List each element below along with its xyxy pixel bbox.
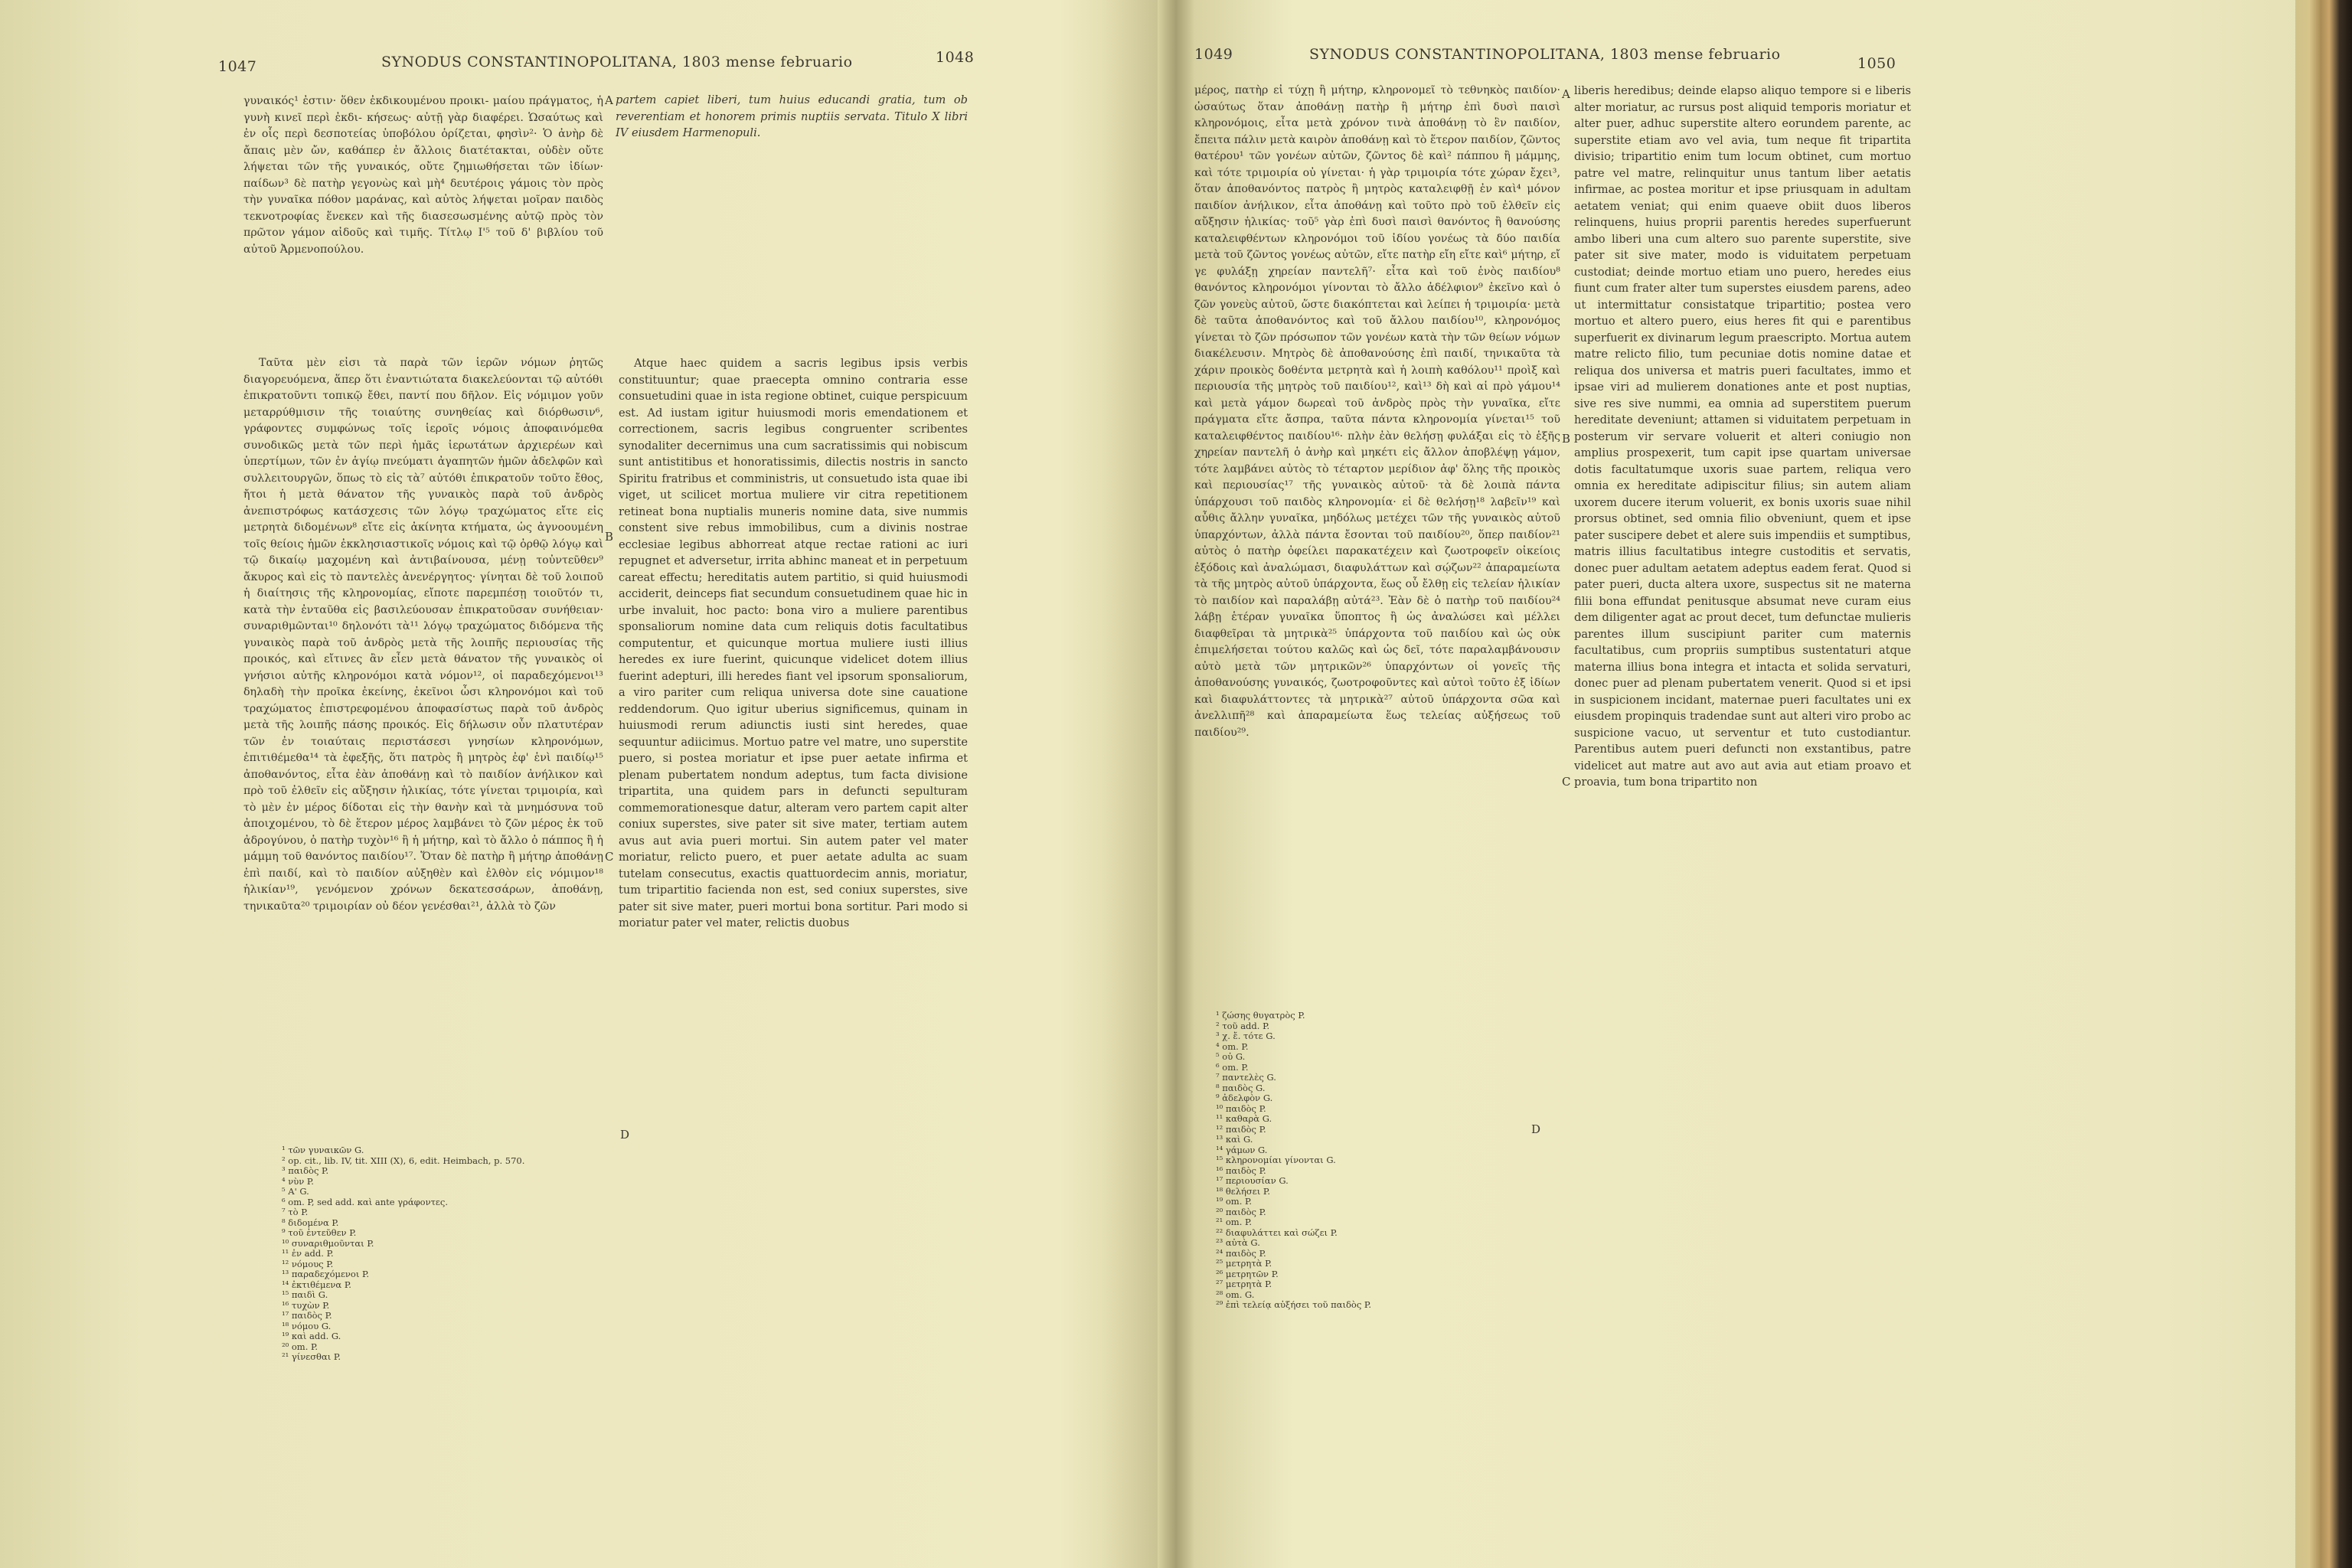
footnote: ²⁸ om. G. (1216, 1289, 1255, 1300)
footnote: ¹ ζώσης θυγατρὸς P. (1216, 1010, 1305, 1021)
margin-letter-b: B (605, 530, 614, 544)
footnote: ¹⁸ θελήσει P. (1216, 1185, 1270, 1197)
left-page (0, 0, 1158, 1568)
footnote: ¹⁷ παιδὸς P. (282, 1310, 332, 1321)
footnote: ⁴ om. P. (1216, 1040, 1249, 1052)
footnote: ¹⁵ κληρονομίαι γίνονται G. (1216, 1155, 1336, 1165)
footnote: ¹ τῶν γυναικῶν G. (282, 1145, 364, 1155)
footnote: ⁸ διδομένα P. (282, 1217, 339, 1228)
footnote: ¹⁸ νόμου G. (282, 1320, 332, 1331)
footnote: ²⁹ ἐπὶ τελείᾳ αὐξήσει τοῦ παιδὸς P. (1216, 1299, 1371, 1310)
page-number-1049: 1049 (1194, 46, 1233, 63)
footnote: ²⁴ παιδὸς P. (1216, 1247, 1266, 1259)
latin-column-top: partem capiet liberi, tum huius educandi gratia, tum ob reverentiam et honorem primis nuptiis servata. Titulo X libri IV eiusdem Harmenopuli. (616, 93, 968, 139)
latin-column-main: Atque haec quidem a sacris legibus ipsis verbis constituuntur; quae praecepta omnino contraria esse consuetudini quae in ista regione obtinet, cuique perspicuum est. Ad iustam igitur huiusmodi moris emendationem et correctionem, sacris legibus congruenter scribentes synodaliter decernimus una cum sacratissimis qui nobiscum sunt antistitibus et honoratissimis, dilectis nostris in sancto Spiritu fratribus et comministris, ut consuetudo ista quae ibi viget, ut scilicet mortua muliere vir citra repetitionem retineat bona nuptialis muneris nomine data, sive nummis constent sive rebus immobilibus, cum a divinis nostrae ecclesiae legibus abhorreat atque rectae rationi ac iuri repugnet et adversetur, irrita abhinc maneat et in perpetuum careat effectu; hereditatis autem partitio, si quid huiusmodi acciderit, deinceps fiat secundum consuetudinem quae hic in urbe invaluit, hoc pacto: bona viro a muliere parentibus sponsaliorum nomine data cum reliquis dotis facultatibus computentur, et quicunque mortua muliere iusti illius heredes ex iure fuerint, quicunque videlicet dotem illius fuerint adepturi, illi heredes fiant vel ipsorum sponsaliorum, a viro pariter cum reliqua universa dote sine cauatione reddendorum. Quo igitur uberius significemus, quinam in huiusmodi rerum adiunctis iusti sint heredes, quae sequuntur adiicimus. Mortuo patre vel matre, uno superstite puero, si postea moriatur et ipse puer aetate infirma et plenam pubertatem nondum adeptus, tum facta divisione tripartita, una quidem pars in defuncti sepulturam commemorationesque datur, alteram vero partem capit alter coniux superstes, sive pater sit sive mater, tertiam autem avus aut avia pueri mortui. Sin autem pater vel mater moriatur, relicto puero, et puer aetate adulta ac suam tutelam consecutus, exactis quattuordecim annis, moriatur, tum tripartitio facienda non est, sed coniux superstes, sive pater sit sive mater, pueri mortui bona sortitur. Pari modo si moriatur pater vel mater, relictis duobus (619, 357, 968, 929)
greek-column-main: Ταῦτα μὲν εἰσι τὰ παρὰ τῶν ἱερῶν νόμων ῥητῶς διαγορευόμενα, ἅπερ ὅτι ἐναντιώτατα διακελεύονται τῷ αὐτόθι ἐπικρατοῦντι τοπικῷ ἔθει, παντί που δῆλον. Εἰς νόμιμον γοῦν μεταρρύθμισιν τῆς τοιαύτης συνηθείας καὶ διόρθωσιν⁶, γράφοντες συμφώνως τοῖς ἱεροῖς νόμοις ἀποφαινόμεθα συνοδικῶς μετὰ τῶν περὶ ἡμᾶς ἱερωτάτων ἀρχιερέων καὶ ὑπερτίμων, τῶν ἐν ἁγίῳ πνεύματι ἀγαπητῶν ἡμῶν ἀδελφῶν καὶ συλλειτουργῶν, ὅπως τὸ εἰς τὰ⁷ αὐτόθι ἐπικρατοῦν τοῦτο ἔθος, ἤτοι ἡ μετὰ θάνατον τῆς γυναικὸς παρὰ τοῦ ἀνδρὸς ἀνεπιστρόφως κατάσχεσις τῶν λόγῳ τραχώματος εἴτε εἰς μετρητὰ διδομένων⁸ εἴτε εἰς ἀκίνητα κτήματα, ὡς ἀγνοουμένη τοῖς θείοις ἡμῶν ἐκκλησιαστικοῖς νόμοις καὶ τῷ ὀρθῷ λόγῳ καὶ τῷ δικαίῳ μαχομένη καὶ ἀντιβαίνουσα, μένῃ τοὐντεῦθεν⁹ ἄκυρος καὶ εἰς τὸ παντελὲς ἀνενέργητος· γίνηται δὲ τοῦ λοιποῦ ἡ διαίτησις τῆς κληρονομίας, εἴποτε παρεμπέσῃ τοιοῦτόν τι, κατὰ τὴν ἐνταῦθα εἰς βασιλεύουσαν ἐπικρατοῦσαν συνήθειαν· συναριθμῶνται¹⁰ δηλονότι τὰ¹¹ λόγῳ τραχώματος διδόμενα τῆς γυναικὸς παρὰ τοῦ ἀνδρὸς μετὰ τῆς λοιπῆς περιουσίας τῆς προικός, καὶ εἴτινες ἂν εἶεν μετὰ θάνατον τῆς γυναικὸς οἱ γνήσιοι αὐτῆς κληρονόμοι κατὰ νόμον¹², οἱ παραδεχόμενοι¹³ δηλαδὴ τὴν προῖκα ἐκείνης, ἐκεῖνοι ὦσι κληρονόμοι καὶ τοῦ τραχώματος ἐπιστρεφομένου ἀποφασίστως παρὰ τοῦ ἀνδρὸς μετὰ τῆς λοιπῆς πάσης προικός. Εἰς δήλωσιν οὖν πλατυτέραν τῶν ἐν τοιαύταις περιστάσεσι γνησίων κληρονόμων, ἐπιτιθέμεθα¹⁴ τὰ ἐφεξῆς, ὅτι πατρὸς ἢ μητρὸς ἐφ' ἑνὶ παιδίῳ¹⁵ ἀποθανόντος, εἶτα ἐὰν ἀποθάνῃ καὶ τὸ παιδίον ἀνήλικον καὶ πρὸ τοῦ ἐλθεῖν εἰς αὔξησιν ἡλικίας, τότε γίνεται τριμοιρία, καὶ τὸ μὲν ἐν μέρος δίδοται εἰς τὴν θανὴν καὶ τὰ μνημόσυνα τοῦ ἀποιχομένου, τὸ δὲ ἕτερον μέρος λαμβάνει τὸ ζῶν μέρος ἐκ τοῦ ἀδρογύνου, ὁ πατὴρ τυχὸν¹⁶ ἢ ἡ μήτηρ, καὶ τὸ ἄλλο ὁ πάππος ἢ ἡ μάμμη τοῦ θανόντος παιδίου¹⁷. Ὅταν δὲ πατὴρ ἢ μήτηρ ἀποθάνῃ ἐπὶ παιδί, καὶ τὸ παιδίον αὐξηθὲν καὶ ἐλθὸν εἰς νόμιμον¹⁸ ἡλικίαν¹⁹, γενόμενον χρόνων δεκατεσσάρων, ἀποθάνῃ, τηνικαῦτα²⁰ τριμοιρίαν οὐ δέον γενέσθαι²¹, ἀλλὰ τὸ ζῶν (243, 357, 603, 913)
running-title: SYNODUS CONSTANTINOPOLITANA, 1803 mense februario (1309, 46, 1781, 63)
footnote: ³ χ. ἔ. τότε G. (1216, 1031, 1276, 1041)
footnote: ⁶ om. P, sed add. καὶ ante γράφοντες. (282, 1196, 448, 1207)
margin-letter-d: D (1531, 1122, 1541, 1136)
footnote: ¹¹ καθαρὰ G. (1216, 1113, 1272, 1124)
footnote: ¹² νόμους P. (282, 1258, 334, 1269)
latin-column-main: liberis heredibus; deinde elapso aliquo tempore si e liberis alter moriatur, ac rursus post aliquid temporis moriatur et alter puer, adhuc superstite altero eorundem parente, ac superstite etiam avo vel avia, tum neque fit tripartita divisio; tripartitio enim tum locum obtinet, cum mortuo patre vel matre, relinquitur unus tantum liber aetatis infirmae, ac postea moritur et ipse priusquam in adultam aetatem veniat; qui enim quaeve obiit duos liberos relinquens, huius proprii parentis heredes superfuerunt ambo liberi una cum altero suo parente superstite, sive pater sit sive mater, modo is viduitatem perpetuam custodiat; deinde mortuo etiam uno puero, heredes eius fiunt cum frater alter tum superstes eiusdem parens, adeo ut intermittatur consistatque tripartitio; postea vero mortuo et altero puero, eius heres fit qui e parentibus superfuerit ex divinarum legum praescripto. Mortua autem matre relicto filio, tum pecuniae dotis nomine datae et reliqua dos universa et matris pueri facultates, immo et ipsae viri ad mulierem donationes ante et post nuptias, sive res sive nummi, ea omnia ad superstitem puerum hereditate deveniunt; attamen si viduitatem perpetuam in posterum vir servare voluerit et alteri coniugio non amplius prospexerit, tum capit ipse quartam universae dotis facultatumque uxoris suae partem, reliqua vero omnia ex hereditate adipiscitur filius; sin autem aliam uxorem ducere iterum voluerit, ex bonis uxoris suae nihil prorsus obtinet, sed omnia filio obveniunt, quem et ipse pater suscipere debet et alere suis impendiis et sumptibus, matris illius facultatibus integre custoditis et servatis, donec puer adultam aetatem adeptus eadem ferat. Quod si pater pueri, ducta altera uxore, suspectus sit ne materna filii bona effundat penitusque absumat neve curam eius dem diligenter agat ac prout decet, tum defunctae mulieris parentes illum suscipiunt pariter cum maternis facultatibus, cum propriis sumptibus sustentaturi atque materna illius bona integra et intacta et solida servaturi, donec puer ad plenam pubertatem venerit. Quod si et ipsi in suspicionem incidant, maternae pueri facultates uni ex eiusdem propinquis tradendae sunt aut alteri viro probo ac suspicione vacuo, ut serventur et tuto custodiantur. Parentibus autem pueri defuncti non exstantibus, patre videlicet aut matre aut avo aut avia aut etiam proavo et proavia, tum bona tripartito non (1574, 84, 1911, 789)
greek-column-top: γυναικός¹ ἐστιν· ὅθεν ἐκδικουμένου προικι- μαίου πράγματος, ἡ γυνὴ κινεῖ περὶ ἐκδι- κήσεως· αὐτῇ γὰρ διαφέρει. Ὡσαύτως καὶ ἐν οἷς περὶ δεσποτείας ὑποβόλου ὁρίζεται, φησὶν²· Ὁ ἀνὴρ δὲ ἄπαις μὲν ὤν, καθάπερ ἐν ἄλλοις διατέτακται, οὐδὲν οὔτε λήψεται τῶν τῆς γυναικός, οὔτε ζημιωθήσεται τῶν ἰδίων· παίδων³ δὲ πατὴρ γεγονὼς καὶ μὴ⁴ δευτέροις γάμοις τὸν πρὸς τὴν γυναῖκα πόθον μαράνας, καὶ αὐτὸς λήψεται μοῖραν παιδὸς τεκνοτροφίας ἕνεκεν καὶ τῆς διασεσωσμένης αὐτῷ πρὸς τὸν πρῶτον γάμον αἰδοῦς καὶ τιμῆς. Τίτλῳ Ι'⁵ τοῦ δ' βιβλίου τοῦ αὐτοῦ Ἀρμενοπούλου. (243, 95, 603, 256)
footnote: ¹⁶ παιδὸς P. (1216, 1165, 1266, 1176)
footnote: ⁷ παντελὲς G. (1216, 1072, 1276, 1083)
footnote: ⁹ ἀδελφὸν G. (1216, 1093, 1273, 1103)
margin-letter-a: A (605, 93, 613, 107)
footnote: ² τοῦ add. P. (1216, 1020, 1270, 1031)
greek-column-main: μέρος, πατὴρ εἰ τύχῃ ἢ μήτηρ, κληρονομεῖ τὸ τεθνηκὸς παιδίον· ὡσαύτως ὅταν ἀποθάνῃ πατὴρ ἢ μήτηρ ἐπὶ δυσὶ παισὶ κληρονόμοις, εἶτα μετὰ χρόνον τινὰ ἀποθάνῃ τὸ ἓν παιδίον, ἔπειτα πάλιν μετὰ καιρὸν ἀποθάνῃ καὶ τὸ ἕτερον παιδίον, ζῶντος θατέρου¹ τῶν γονέων αὐτῶν, ζῶντος δὲ καὶ² πάππου ἢ μάμμης, καὶ τότε τριμοιρία οὐ γίνεται· ἡ γὰρ τριμοιρία τότε χώραν ἔχει³, ὅταν ἀποθανόντος πατρὸς ἢ μητρὸς καταλειφθῇ ἐν καὶ⁴ μόνον παιδίον ἀνήλικον, εἶτα ἀποθάνῃ καὶ τοῦτο πρὸ τοῦ ἐλθεῖν εἰς αὔξησιν ἡλικίας· τοῦ⁵ γὰρ ἐπὶ δυσὶ παισὶ θανόντος ἢ θανούσης καταλειφθέντων κληρονόμοι τοῦ ἰδίου γονέως τὰ δύο παιδία μετὰ τοῦ ζῶντος γονέως αὐτῶν, εἴτε πατὴρ εἴη εἴτε καὶ⁶ μήτηρ, εἴ γε φυλάξῃ χηρείαν παντελῆ⁷· εἶτα καὶ τοῦ ἑνὸς παιδίου⁸ θανόντος κληρονόμοι γίνονται τὸ ἄλλο ἀδέλφιον⁹ ἐκεῖνο καὶ ὁ ζῶν γονεὺς αὐτοῦ, ὥστε διακόπτεται καὶ λείπει ἡ τριμοιρία· μετὰ δὲ ταῦτα ἀποθανόντος καὶ τοῦ ἄλλου παιδίου¹⁰, κληρονόμος γίνεται τὸ ζῶν πρόσωπον τῶν γονέων κατὰ τὴν τῶν θείων νόμων διακέλευσιν. Μητρὸς δὲ ἀποθανούσης ἐπὶ παιδί, τηνικαῦτα τὰ χάριν προικὸς δοθέντα μετρητὰ καὶ ἡ λοιπὴ καθόλου¹¹ προὶξ καὶ περιουσία τῆς μητρὸς τοῦ παιδίου¹², καὶ¹³ δὴ καὶ αἱ πρὸ γάμου¹⁴ καὶ μετὰ γάμον δωρεαὶ τοῦ ἀνδρὸς πρὸς τὴν γυναῖκα, εἴτε πράγματα εἴτε ἄσπρα, ταῦτα πάντα κληρονομία γίνεται¹⁵ τοῦ καταλειφθέντος παιδίου¹⁶· πλὴν ἐὰν θελήσῃ φυλάξαι εἰς τὸ ἑξῆς χηρείαν παντελῆ ὁ ἀνὴρ καὶ μηκέτι εἰς ἄλλον ἀποβλέψῃ γάμον, τότε λαμβάνει αὐτὸς τὸ τέταρτον μερίδιον ἀφ' ὅλης τῆς προικὸς καὶ περιουσίας¹⁷ τῆς γυναικὸς αὐτοῦ· τὰ δὲ λοιπὰ πάντα ὑπάρχουσι τοῦ παιδὸς κληρονομία· εἰ δὲ θελήσῃ¹⁸ λαβεῖν¹⁹ καὶ αὖθις ἄλλην γυναῖκα, μηδόλως μετέχει τῶν τῆς γυναικὸς αὐτοῦ ὑπαρχόντων, ἀλλὰ πάντα ἔσονται τοῦ παιδίου²⁰, ὅπερ παιδίον²¹ αὐτὸς ὁ πατὴρ ὀφείλει παρακατέχειν καὶ ζωοτροφεῖν οἰκείοις ἐξόδοις καὶ ἀναλώμασι, διαφυλάττων καὶ σῴζων²² ἀπαραμείωτα τὰ τῆς μητρὸς αὐτοῦ ὑπάρχοντα, ἕως οὗ ἔλθῃ εἰς τελείαν ἡλικίαν τὸ παιδίον καὶ παραλάβῃ αὐτά²³. Ἐὰν δὲ ὁ πατὴρ τοῦ παιδίου²⁴ λάβῃ ἑτέραν γυναῖκα ὕποπτος ἢ ὡς ἀναλώσει καὶ μέλλει διαφθεῖραι τὰ μητρικὰ²⁵ ὑπάρχοντα τοῦ παιδίου καὶ ὡς οὐκ ἐπιμελήσεται τούτου καλῶς καὶ ὡς δεῖ, τότε παραλαμβάνουσιν αὐτὸ μετὰ τῶν μητρικῶν²⁶ ὑπαρχόντων οἱ γονεῖς τῆς ἀποθανούσης γυναικός, ζωοτροφοῦντες καὶ αὐτοὶ τοῦτο ἐξ ἰδίων καὶ διαφυλάττοντες τὰ μητρικὰ²⁷ αὐτοῦ ὑπάρχοντα σῶα καὶ ἀνελλιπῆ²⁸ καὶ ἀπαραμείωτα ἕως τελείας αὐξήσεως τοῦ παιδίου²⁹. (1194, 84, 1560, 739)
footnote: ¹⁹ καὶ add. G. (282, 1331, 341, 1341)
footnote: ⁹ τοῦ ἐντεῦθεν P. (282, 1227, 357, 1238)
margin-letter-c: C (1562, 775, 1571, 789)
margin-letter-b: B (1562, 432, 1571, 446)
footnote: ²⁰ παιδὸς P. (1216, 1206, 1266, 1217)
footnote: ²⁷ μετρητὰ P. (1216, 1279, 1272, 1289)
footnote: ¹⁷ περιουσίαν G. (1216, 1175, 1289, 1186)
footnote: ²³ αὐτὰ G. (1216, 1237, 1260, 1248)
margin-letter-c: C (605, 850, 614, 864)
footnote: ¹⁴ ἐκτιθέμενα P. (282, 1279, 351, 1290)
margin-letter-d: D (620, 1128, 630, 1142)
footnote: ²¹ γίνεσθαι P. (282, 1351, 341, 1362)
footnote: ¹⁵ παιδὶ G. (282, 1289, 328, 1300)
footnote: ²⁰ om. P. (282, 1341, 318, 1352)
footnotes-right (1216, 1011, 1537, 1311)
footnote: ¹¹ ἐν add. P. (282, 1248, 334, 1259)
footnote: ⁵ Α' G. (282, 1186, 309, 1197)
footnote: ⁸ παιδὸς G. (1216, 1082, 1266, 1093)
footnote: ²⁵ μετρητὰ P. (1216, 1258, 1272, 1269)
running-title: SYNODUS CONSTANTINOPOLITANA, 1803 mense februario (381, 54, 853, 70)
footnote: ²¹ om. P. (1216, 1217, 1253, 1227)
footnote: ⁷ τὸ P. (282, 1207, 309, 1217)
book-spine (1158, 0, 1194, 1568)
footnote: ³ παιδὸς P. (282, 1165, 329, 1176)
footnote: ¹⁹ om. P. (1216, 1196, 1253, 1207)
footnote: ⁴ νὺν P. (282, 1175, 314, 1187)
footnote: ¹³ καὶ G. (1216, 1134, 1253, 1145)
footnote: ²² διαφυλάττει καὶ σώζει P. (1216, 1227, 1338, 1238)
footnote: ⁶ om. P. (1216, 1061, 1249, 1073)
margin-letter-a: A (1562, 87, 1570, 101)
footnote: ¹³ παραδεχόμενοι P. (282, 1269, 370, 1279)
page-number-1048: 1048 (936, 49, 975, 66)
footnote: ² op. cit., lib. IV, tit. XIII (X), 6, edit. Heimbach, p. 570. (282, 1155, 525, 1166)
footnote: ⁵ οὐ G. (1216, 1051, 1246, 1062)
page-number-1047: 1047 (218, 58, 257, 75)
footnotes-left (282, 1145, 588, 1363)
book-cover-edge (2295, 0, 2352, 1568)
footnote: ¹⁰ παιδὸς P. (1216, 1102, 1266, 1114)
footnote: ¹⁰ συναριθμοῦνται P. (282, 1237, 374, 1249)
footnote: ¹² παιδὸς P. (1216, 1123, 1266, 1135)
footnote: ¹⁶ τυχὼν P. (282, 1299, 330, 1311)
footnote: ²⁶ μετρητῶν P. (1216, 1268, 1279, 1279)
page-number-1050: 1050 (1857, 55, 1896, 72)
footnote: ¹⁴ γάμων G. (1216, 1144, 1268, 1155)
right-page (1194, 0, 2297, 1568)
